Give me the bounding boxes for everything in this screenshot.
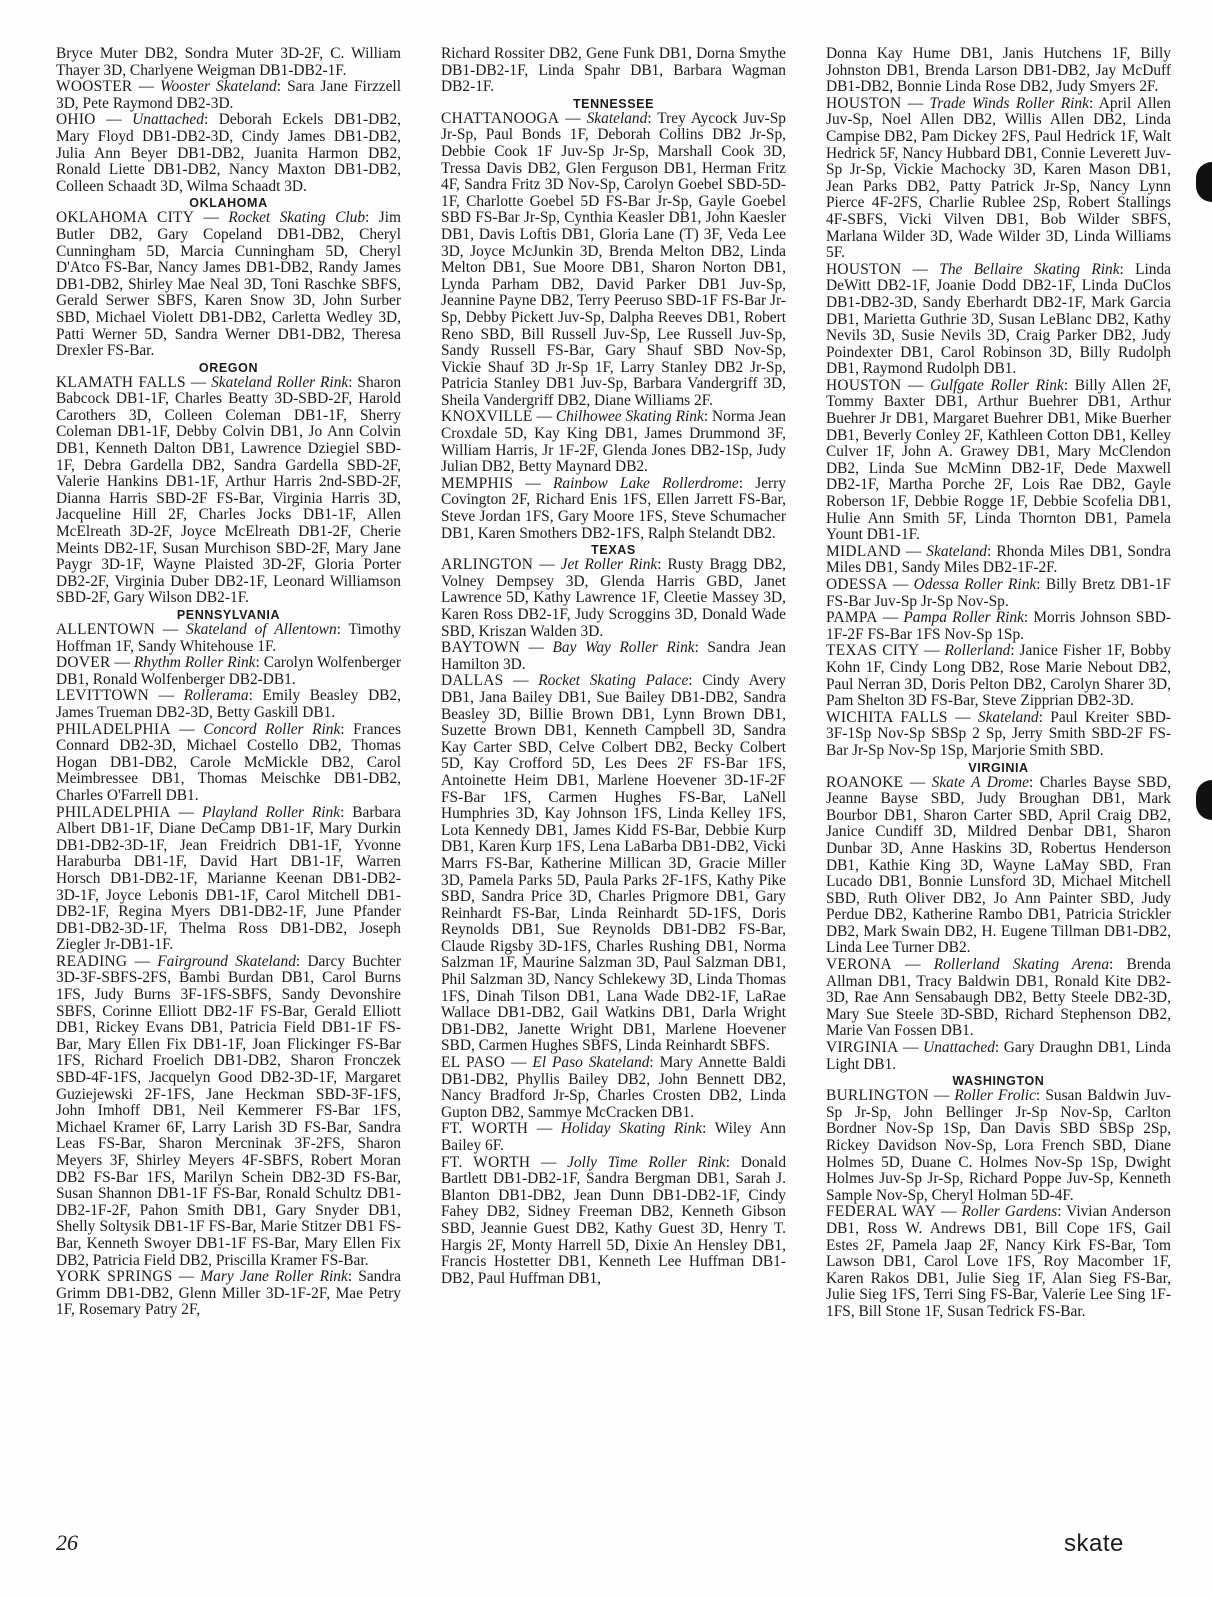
rink-entry: OHIO — Unattached: Deborah Eckels DB1-DB2, Mary Floyd DB1-DB2-3D, Cindy James DB1-DB2, Julia Ann Beyer DB1-DB2, Juanita Harmon DB2, Ronald Liette DB1-DB2, Nancy Maxton DB1-DB2, Colleen Schaadt 3D, Wilma Schaadt 3D. <box>56 111 401 195</box>
skater-list: Brenda Allman DB1, Tracy Baldwin DB1, Ronald Kite DB2-3D, Rae Ann Sensabaugh DB2, Betty Steele DB2-3D, Mary Sue Steele 3D-SBD, Richard Stephenson DB2, Marie Van Fossen DB1. <box>826 956 1171 1040</box>
rink-entry: PHILADELPHIA — Concord Roller Rink: Frances Connard DB2-3D, Michael Costello DB2, Thomas Hogan DB1-DB2, Carole McMickle DB2, Carol Meimbressee DB1, Thomas Meischke DB1-DB2, Charles O'Farrell DB1. <box>56 720 401 804</box>
skater-list: Mary Annette Baldi DB1-DB2, Phyllis Bailey DB2, John Bennett DB2, Nancy Bradford Jr-Sp, Charles Crosten DB2, Linda Gupton DB2, Sammye McCracken DB1. <box>441 1054 786 1121</box>
skater-list: Timothy Hoffman 1F, Sandy Whitehouse 1F. <box>56 621 401 655</box>
column-right <box>826 46 1171 1321</box>
city-name: LEVITTOWN <box>56 687 150 705</box>
skater-list: Paul Kreiter SBD-3F-1Sp Nov-Sp SBSp 2 Sp, Jerry Smith SBD-2F FS-Bar Jr-Sp Nov-Sp 1Sp, Marjorie Smith SBD. <box>826 708 1172 759</box>
skater-list: Morris Johnson SBD-1F-2F FS-Bar 1FS Nov-Sp 1Sp. <box>826 609 1171 643</box>
city-name: HOUSTON <box>826 260 902 278</box>
separator: — <box>887 576 914 593</box>
city-name: DALLAS <box>441 672 504 690</box>
separator: — <box>185 373 212 391</box>
separator: — <box>898 1039 924 1057</box>
skater-list: Charles Bayse SBD, Jeanne Bayse SBD, Judy Broughan DB1, Mark Bourbor DB1, Sharon Carter SBD, April Craig DB2, Janice Cundiff 3D, Mildred Denbar DB1, Sharon Dunbar 3D, Anne Haskins 3D, Robertus Henderson DB1, Kathie King 3D, Wayne LaMay SBD, Fran Lucado DB1, Bonnie Lunsford 3D, Michael Mitchell SBD, Ruth Oliver DB2, Jo Ann Painter SBD, Judy Perdue DB2, Katherine Rambo DB1, Patricia Strickler DB2, Mark Swain DB2, H. Eugene Tillman DB1-DB2, Linda Lee Turner DB2. <box>826 773 1172 957</box>
separator: — <box>901 260 940 278</box>
city-name: WICHITA FALLS <box>826 708 948 726</box>
rink-name: Unattached <box>132 111 204 129</box>
rink-entry: WOOSTER — Wooster Skateland: Sara Jane Firzzell 3D, Pete Raymond DB2-3D. <box>56 78 401 112</box>
rink-entry: WICHITA FALLS — Skateland: Paul Kreiter SBD-3F-1Sp Nov-Sp SBSp 2 Sp, Jerry Smith SBD-2F FS-Bar Jr-Sp Nov-Sp 1Sp, Marjorie Smith SBD. <box>826 708 1172 759</box>
city-name: KLAMATH FALLS <box>56 373 186 391</box>
rink-entry: OKLAHOMA CITY — Rocket Skating Club: Jim Butler DB2, Gary Copeland DB1-DB2, Cheryl Cunningham 5D, Marcia Cunningham 5D, Cheryl D'Atco FS-Bar, Nancy James DB1-DB2, Randy James DB1-DB2, Shirley Mae Neal 3D, Toni Raschke SBFS, Gerald Serwer SBFS, Karen Snow 3D, John Surber SBD, Michael Violett DB1-DB2, Carletta Wedley 3D, Patti Werner 5D, Sandra Werner DB1-DB2, Theresa Drexler FS-Bar. <box>56 209 401 360</box>
rink-name: Jolly Time Roller Rink <box>567 1153 726 1171</box>
city-name: TEXAS CITY <box>826 642 920 660</box>
skater-list: Trey Aycock Juv-Sp Jr-Sp, Paul Bonds 1F, Deborah Collins DB2 Jr-Sp, Debbie Cook 1F Juv-Sp Jr-Sp, Marshall Cook 3D, Tressa Davis DB2, Glen Ferguson DB1, Herman Fritz 4F, Sandra Fritz 3D Nov-Sp, Carolyn Goebel SBD-5D-1F, Charlotte Goebel 5D FS-Bar Jr-Sp, Gayle Goebel SBD FS-Bar Jr-Sp, Cynthia Keasler DB1, John Kaesler DB1, Davis Loftis DB1, Gloria Lane (T) 3F, Veda Lee 3D, Joyce McJunkin 3D, Brenda Melton DB2, Linda Melton DB1, Sue Moore DB1, Sharon Norton DB1, Lynda Parham DB2, David Parker DB1 Juv-Sp, Jeannine Payne DB2, Terry Peeruso SBD-1F FS-Bar Jr-Sp, Debby Pickett Juv-Sp, Dalpha Reeves DB1, Robert Reno SBD, Bill Russell Juv-Sp, Lee Russell Juv-Sp, Sandy Russell FS-Bar, Gary Shauf SBD Nov-Sp, Vickie Shauf 3D Jr-Sp 1F, Larry Stanley DB2 Jr-Sp, Patricia Stanley DB1 Juv-Sp, Barbara Vandergriff 3D, Sheila Vandergriff DB2, Diane Williams 2F. <box>441 109 786 409</box>
skater-list: Darcy Buchter 3D-3F-SBFS-2FS, Bambi Burdan DB1, Carol Burns 1FS, Judy Burns 3F-1FS-SBFS, Sandy Devonshire SBFS, Corinne Elliott DB2-1F FS-Bar, Gerald Elliott DB1, Rickey Evans DB1, Patricia Field DB1-1F FS-Bar, Mary Ellen Fix DB1-1F, Joan Flickinger FS-Bar 1FS, Richard Froelich DB1-DB2, Sharon Fronczek SBD-4F-1FS, Jacquelyn Good DB2-3D-1F, Margaret Guziejewski 2F-1FS, Jane Heckman SBD-3F-1FS, John Imhoff DB1, Neil Kemmerer FS-Bar 1FS, Michael Kramer 6F, Larry Larish 3D FS-Bar, Sandra Leas FS-Bar, Sharon Mercninak 3F-2FS, Sharon Meyers 3F, Shirley Meyers 4F-SBFS, Robert Moran DB2 FS-Bar 1FS, Marilyn Schein DB2-3D FS-Bar, Susan Shannon DB1-1F FS-Bar, Ronald Schultz DB1-DB2-1F-2F, Pahon Smith DB1, Gary Snyder DB1, Shelly Soltysik DB1-1F FS-Bar, Marie Stitzer DB1 FS-Bar, Kenneth Swoyer DB1-1F FS-Bar, Mary Ellen Fix DB2, Patricia Field DB2, Priscilla Kramer FS-Bar. <box>56 952 402 1269</box>
rink-name: Unattached <box>923 1039 995 1057</box>
separator: — <box>936 1203 962 1221</box>
rink-name: Skate A Drome <box>931 773 1029 791</box>
rink-entry: BURLINGTON — Roller Frolic: Susan Baldwin Juv-Sp Jr-Sp, John Bellinger Jr-Sp Nov-Sp, Carlton Bordner Nov-Sp 1Sp, Dan Davis SBD SBSp 2Sp, Rickey Davidson Nov-Sp, Lora French SBD, Diane Holmes 5D, Duane C. Holmes Nov-Sp 1Sp, Dwight Holmes Juv-Sp Jr-Sp, Richard Poppe Juv-Sp, Kenneth Sample Nov-Sp, Cheryl Holman 5D-4F. <box>826 1087 1171 1204</box>
rink-name: Rhythm Roller Rink <box>133 654 256 672</box>
city-name: OKLAHOMA CITY <box>56 209 195 227</box>
city-name: MEMPHIS <box>441 474 514 492</box>
skater-list: Deborah Eckels DB1-DB2, Mary Floyd DB1-DB2-3D, Cindy James DB1-DB2, Julia Ann Beyer DB1-DB2, Juanita Harmon DB2, Ronald Liette DB1-DB2, Nancy Maxton DB1-DB2, Colleen Schaadt 3D, Wilma Schaadt 3D. <box>56 111 401 195</box>
skater-list: Billy Bretz DB1-1F FS-Bar Juv-Sp Jr-Sp Nov-Sp. <box>826 576 1171 610</box>
skater-list: Billy Allen 2F, Tommy Baxter DB1, Arthur Buehrer DB1, Arthur Buehrer Jr DB1, Margaret Buehrer DB1, Mike Buerher DB1, Beverly Conley 2F, Kathleen Cotton DB1, Kelley Culver 1F, John A. Grawey DB1, Mary McClendon DB2, Linda Sue McMinn DB2-1F, Dede Maxwell DB2-1F, Martha Porche 2F, Lois Rae DB2, Gayle Roberson 1F, Debbie Rogge 1F, Debbie Scofelia DB1, Hulie Ann Smith 5F, Linda Thornton DB1, Pamela Yount DB1-1F. <box>826 376 1171 544</box>
skater-list: Sandra Grimm DB1-DB2, Glenn Miller 3D-1F-2F, Mae Petry 1F, Rosemary Patry 2F, <box>56 1268 402 1319</box>
rink-name: Gulfgate Roller Rink <box>930 376 1064 394</box>
skater-list: Jim Butler DB2, Gary Copeland DB1-DB2, Cheryl Cunningham 5D, Marcia Cunningham 5D, Cheryl D'Atco FS-Bar, Nancy James DB1-DB2, Randy James DB1-DB2, Shirley Mae Neal 3D, Toni Raschke SBFS, Gerald Serwer SBFS, Karen Snow 3D, John Surber SBD, Michael Violett DB1-DB2, Carletta Wedley 3D, Patti Werner 5D, Sandra Werner DB1-DB2, Theresa Drexler FS-Bar. <box>56 209 401 360</box>
skater-list: Linda DeWitt DB2-1F, Joanie Dodd DB2-1F, Linda DuClos DB1-DB2-3D, Sandy Eberhardt DB2-1F, Mark Garcia DB1, Marietta Guthrie 3D, Susan LeBlanc DB2, Kathy Nevils 3D, Susie Nevils 3D, Craig Parker DB2, Judy Poindexter DB1, Carol Robinson 3D, Billy Rudolph DB1, Raymond Rudolph DB1. <box>826 260 1171 378</box>
separator: — <box>513 474 554 492</box>
rink-name: Chilhowee Skating Rink <box>555 408 704 426</box>
separator: — <box>877 609 904 627</box>
city-name: WOOSTER <box>56 78 133 96</box>
skater-list: Carolyn Wolfenberger DB1, Ronald Wolfenberger DB2-DB1. <box>56 654 401 688</box>
city-name: BAYTOWN <box>441 639 521 657</box>
rink-entry: PAMPA — Pampa Roller Rink: Morris Johnson SBD-1F-2F FS-Bar 1FS Nov-Sp 1Sp. <box>826 609 1171 643</box>
city-name: VERONA <box>826 956 892 974</box>
rink-name: Rocket Skating Palace <box>538 672 689 690</box>
rink-entry: DOVER — Rhythm Roller Rink: Carolyn Wolfenberger DB1, Ronald Wolfenberger DB2-DB1. <box>56 654 401 688</box>
skater-list: Barbara Albert DB1-1F, Diane DeCamp DB1-1F, Mary Durkin DB1-DB2-3D-1F, Jean Freidrich DB1-1F, Yvonne Haraburba DB1-1F, David Hart DB1-1F, Warren Horsch DB1-DB2-1F, Marianne Keenan DB1-DB2-3D-1F, Joyce Lebonis DB1-1F, Carol Mitchell DB1-DB2-1F, Regina Myers DB1-DB2-1F, June Pfander DB1-DB2-3D-1F, Thelma Ross DB1-DB2, Joseph Ziegler Jr-DB1-1F. <box>56 803 402 954</box>
rink-entry: DALLAS — Rocket Skating Palace: Cindy Avery DB1, Jana Bailey DB1, Sue Bailey DB1-DB2, Sandra Beasley 3D, Billie Brown DB1, Lynn Brown DB1, Suzette Brown DB1, Kenneth Campbell 3D, Sandra Kay Carter SBD, Celve Colbert DB2, Becky Colbert 5D, Kay Crofford 5D, Les Dees 2F FS-Bar 1FS, Antoinette Heim DB1, Marlene Hoevener 3D-1F-2F FS-Bar 1FS, Carmen Hughes FS-Bar, LaNell Humphries 3D, Kay Johnson 1FS, Linda Kelley 1FS, Lota Kennedy DB1, James Kidd FS-Bar, Debbie Kurp DB1, Karen Kurp 1FS, Lena LaBarba DB1-DB2, Vicki Marrs FS-Bar, Katherine Millican 3D, Gracie Miller 3D, Pamela Parks 5D, Paula Parks 2F-1FS, Kathy Pike SBD, Sandra Price 3D, Charles Prigmore DB1, Gary Reinhardt FS-Bar, Linda Reinhardt 5D-1FS, Doris Reynolds DB1, Sue Reynolds DB1-DB2 FS-Bar, Claude Rigsby 3D-1FS, Charles Rushing DB1, Norma Salzman 1F, Maurine Salzman 3D, Paul Salzman DB1, Phil Salzman 3D, Nancy Schlekewy 3D, Linda Thomas 1FS, Dinah Tilson DB1, Lana Wade DB2-1F, LaRae Wallace DB1-DB2, Gail Watkins DB1, Darla Wright DB1-DB2, Janette Wright DB1, Marlene Hoevener SBD, Carmen Hughes SBFS, Linda Reinhardt SBFS. <box>441 672 786 1055</box>
skater-list: Emily Beasley DB2, James Trueman DB2-3D, Betty Gaskill DB1. <box>56 687 401 721</box>
rink-entry: HOUSTON — The Bellaire Skating Rink: Linda DeWitt DB2-1F, Joanie Dodd DB2-1F, Linda DuClos DB1-DB2-3D, Sandy Eberhardt DB2-1F, Mark Garcia DB1, Marietta Guthrie 3D, Susan LeBlanc DB2, Kathy Nevils 3D, Susie Nevils 3D, Craig Parker DB2, Judy Poindexter DB1, Carol Robinson 3D, Billy Rudolph DB1, Raymond Rudolph DB1. <box>826 260 1171 378</box>
rink-name: Holiday Skating Rink <box>560 1120 703 1138</box>
separator: — <box>533 556 561 574</box>
rink-name: Fairground Skateland <box>157 952 296 970</box>
city-name: EL PASO <box>441 1054 506 1072</box>
separator: — <box>149 687 184 705</box>
rink-entry: HOUSTON — Trade Winds Roller Rink: April Allen Juv-Sp, Noel Allen DB2, Willis Allen DB2, Linda Campise DB2, Pam Dickey 2FS, Paul Hedrick 1F, Walt Hedrick 5F, Nancy Hubbard DB1, Connie Leverett Juv-Sp Jr-Sp, Vickie Machocky 3D, Karen Mason DB1, Jean Parks DB2, Patty Patrick Jr-Sp, Nancy Lynn Pierce 4F-2FS, Charlie Rublee 2Sp, Robert Stallings 4F-SBFS, Vicki Vilven DB1, Bob Wilder SBFS, Marlana Wilder 3D, Wade Wilder 3D, Linda Williams 5F. <box>826 94 1172 262</box>
city-name: FT. WORTH <box>441 1120 529 1138</box>
rink-entry: BAYTOWN — Bay Way Roller Rink: Sandra Jean Hamilton 3D. <box>441 639 786 673</box>
separator: — <box>919 642 945 660</box>
page-edge-tab-middle <box>1196 780 1212 820</box>
city-name: PHILADELPHIA <box>56 720 171 738</box>
rink-entry: HOUSTON — Gulfgate Roller Rink: Billy Allen 2F, Tommy Baxter DB1, Arthur Buehrer DB1, Arthur Buehrer Jr DB1, Margaret Buehrer DB1, Mike Buerher DB1, Beverly Conley 2F, Kathleen Cotton DB1, Kelley Culver 1F, John A. Grawey DB1, Mary McClendon DB2, Linda Sue McMinn DB2-1F, Dede Maxwell DB2-1F, Martha Porche 2F, Lois Rae DB2, Gayle Roberson 1F, Debbie Rogge 1F, Debbie Scofelia DB1, Hulie Ann Smith 5F, Linda Thornton DB1, Pamela Yount DB1-1F. <box>826 376 1171 544</box>
city-name: BURLINGTON <box>826 1087 929 1105</box>
skater-list: Susan Baldwin Juv-Sp Jr-Sp, John Bellinger Jr-Sp Nov-Sp, Carlton Bordner Nov-Sp 1Sp, Dan Davis SBD SBSp 2Sp, Rickey Davidson Nov-Sp, Lora French SBD, Diane Holmes 5D, Duane C. Holmes Nov-Sp 1Sp, Dwight Holmes Juv-Sp Jr-Sp, Richard Poppe Juv-Sp, Kenneth Sample Nov-Sp, Cheryl Holman 5D-4F. <box>826 1087 1171 1204</box>
separator: — <box>901 376 931 394</box>
city-name: OHIO <box>56 111 96 129</box>
city-name: MIDLAND <box>826 542 901 560</box>
rink-entry: FT. WORTH — Holiday Skating Rink: Wiley Ann Bailey 6F. <box>441 1120 786 1154</box>
continued-entry: Donna Kay Hume DB1, Janis Hutchens 1F, Billy Johnston DB1, Brenda Larson DB1-DB2, Jay McDuff DB1-DB2, Bonnie Linda Rose DB2, Judy Smyers 2F. <box>826 45 1171 96</box>
rink-entry: LEVITTOWN — Rollerama: Emily Beasley DB2, James Trueman DB2-3D, Betty Gaskill DB1. <box>56 687 401 721</box>
separator: — <box>505 1054 533 1072</box>
rink-entry: ALLENTOWN — Skateland of Allentown: Timothy Hoffman 1F, Sandy Whitehouse 1F. <box>56 621 401 655</box>
rink-name: El Paso Skateland <box>532 1054 650 1072</box>
separator: — <box>95 111 133 129</box>
city-name: HOUSTON <box>826 94 902 112</box>
separator: — <box>503 672 539 690</box>
state-heading: PENNSYLVANIA <box>176 608 281 622</box>
state-heading: VIRGINIA <box>968 760 1029 775</box>
page-edge-tab-top <box>1196 162 1212 202</box>
rink-entry: MIDLAND — Skateland: Rhonda Miles DB1, Sondra Miles DB1, Sandy Miles DB2-1F-2F. <box>826 542 1171 577</box>
city-name: CHATTANOOGA <box>441 109 560 127</box>
skater-list: Sandra Jean Hamilton 3D. <box>441 639 786 673</box>
continued-entry: Richard Rossiter DB2, Gene Funk DB1, Dorna Smythe DB1-DB2-1F, Linda Spahr DB1, Barbara Wagman DB2-1F. <box>441 45 786 96</box>
rink-entry: EL PASO — El Paso Skateland: Mary Annette Baldi DB1-DB2, Phyllis Bailey DB2, John Bennett DB2, Nancy Bradford Jr-Sp, Charles Crosten DB2, Linda Gupton DB2, Sammye McCracken DB1. <box>441 1054 786 1121</box>
skater-list: Rusty Bragg DB2, Volney Dempsey 3D, Glenda Harris GBD, Janet Lawrence 5D, Kathy Lawrence 1F, Cleetie Massey 3D, Karen Ross DB2-1F, Judy Scroggins 3D, Donald Wade SBD, Kriszan Walden 3D. <box>441 556 787 640</box>
state-heading: OREGON <box>198 360 259 375</box>
rink-name: Trade Winds Roller Rink <box>929 94 1089 112</box>
rink-name: Playland Roller Rink <box>202 803 341 821</box>
skater-list: April Allen Juv-Sp, Noel Allen DB2, Willis Allen DB2, Linda Campise DB2, Pam Dickey 2FS, Paul Hedrick 1F, Walt Hedrick 5F, Nancy Hubbard DB1, Connie Leverett Juv-Sp Jr-Sp, Vickie Machocky 3D, Karen Mason DB1, Jean Parks DB2, Patty Patrick Jr-Sp, Nancy Lynn Pierce 4F-2FS, Charlie Rublee 2Sp, Robert Stallings 4F-SBFS, Vicki Vilven DB1, Bob Wilder SBFS, Marlana Wilder 3D, Wade Wilder 3D, Linda Williams 5F. <box>826 94 1172 262</box>
rink-name: Rollerama <box>183 687 249 705</box>
page-number: 26 <box>56 1530 78 1555</box>
separator: — <box>528 1120 561 1138</box>
skater-list: Frances Connard DB2-3D, Michael Costello DB2, Thomas Hogan DB1-DB2, Carole McMickle DB2, Carol Meimbressee DB1, Thomas Meischke DB1-DB2, Charles O'Farrell DB1. <box>56 720 401 804</box>
rink-name: Rollerland Skating Arena <box>933 956 1110 974</box>
rink-entry: VERONA — Rollerland Skating Arena: Brenda Allman DB1, Tracy Baldwin DB1, Ronald Kite DB2-3D, Rae Ann Sensabaugh DB2, Betty Steele DB2-3D, Mary Sue Steele 3D-SBD, Richard Stephenson DB2, Marie Van Fossen DB1. <box>826 956 1171 1040</box>
city-name: KNOXVILLE <box>441 408 533 426</box>
rink-name: Jet Roller Rink <box>560 556 658 574</box>
city-name: PAMPA <box>826 609 878 627</box>
rink-entry: ODESSA — Odessa Roller Rink: Billy Bretz DB1-1F FS-Bar Juv-Sp Jr-Sp Nov-Sp. <box>826 576 1171 610</box>
skater-list: Jerry Covington 2F, Richard Enis 1FS, Ellen Jarrett FS-Bar, Steve Jordan 1FS, Gary Moore 1FS, Steve Schumacher DB1, Karen Smothers DB2-1FS, Ralph Stelandt DB2. <box>441 474 786 542</box>
separator: — <box>172 1268 201 1286</box>
city-name: FT. WORTH <box>441 1153 531 1171</box>
separator: — <box>170 720 204 738</box>
separator: — <box>530 1153 568 1171</box>
separator: — <box>127 952 158 970</box>
rink-entry: FEDERAL WAY — Roller Gardens: Vivian Anderson DB1, Ross W. Andrews DB1, Bill Cope 1FS, Gail Estes 2F, Pamela Jaap 2F, Nancy Kirk FS-Bar, Tom Lawson DB1, Carol Love 1FS, Roy Macomber 1F, Karen Rakos DB1, Julie Sieg 1F, Alan Sieg FS-Bar, Julie Sieg 1FS, Terri Sing FS-Bar, Valerie Lee Sing 1F-1FS, Bill Stone 1F, Susan Tedrick FS-Bar. <box>826 1203 1171 1320</box>
city-name: HOUSTON <box>826 376 902 394</box>
separator: — <box>110 654 134 672</box>
column-left <box>56 46 401 1319</box>
rink-entry: VIRGINIA — Unattached: Gary Draughn DB1, Linda Light DB1. <box>826 1039 1172 1073</box>
rink-name: Skateland <box>977 708 1039 726</box>
skater-list: Janice Fisher 1F, Bobby Kohn 1F, Cindy Long DB2, Rose Marie Nebout DB2, Paul Nerran 3D, Doris Pelton DB2, Carolyn Sharer 3D, Pam Shelton 3D FS-Bar, Steve Zipprian DB2-3D. <box>826 642 1171 710</box>
city-name: PHILADELPHIA <box>56 803 171 821</box>
city-name: ARLINGTON <box>441 556 534 574</box>
separator: — <box>170 803 202 821</box>
separator: — <box>559 109 587 127</box>
city-name: ODESSA <box>826 576 888 593</box>
rink-name: Rainbow Lake Rollerdrome <box>553 474 739 492</box>
state-heading: OKLAHOMA <box>189 196 268 211</box>
rink-name: Skateland <box>586 109 648 127</box>
rink-entry: KNOXVILLE — Chilhowee Skating Rink: Norma Jean Croxdale 5D, Kay King DB1, James Drummond 3F, William Harris, Jr 1F-2F, Glenda Jones DB2-1Sp, Judy Julian DB2, Betty Maynard DB2. <box>441 408 787 476</box>
rink-name: Rocket Skating Club <box>228 209 366 227</box>
separator: — <box>155 621 187 638</box>
rink-name: Roller Frolic <box>954 1087 1036 1105</box>
rink-entry: FT. WORTH — Jolly Time Roller Rink: Donald Bartlett DB1-DB2-1F, Sandra Bergman DB1, Sarah J. Blanton DB1-DB2, Jean Dunn DB1-DB2-1F, Cindy Fahey DB2, Sidney Freeman DB2, Kenneth Gibson SBD, Jeannie Guest DB2, Kathy Guest 3D, Henry T. Hargis 2F, Monty Harrell 5D, Dixie An Hensley DB1, Francis Hostetter DB1, Kenneth Lee Huffman DB1-DB2, Paul Huffman DB1, <box>441 1153 787 1287</box>
skater-list: Donald Bartlett DB1-DB2-1F, Sandra Bergman DB1, Sarah J. Blanton DB1-DB2, Jean Dunn DB1-DB2-1F, Cindy Fahey DB2, Sidney Freeman DB2, Kenneth Gibson SBD, Jeannie Guest DB2, Kathy Guest 3D, Henry T. Hargis 2F, Monty Harrell 5D, Dixie An Hensley DB1, Francis Hostetter DB1, Kenneth Lee Huffman DB1-DB2, Paul Huffman DB1, <box>441 1153 787 1287</box>
city-name: VIRGINIA <box>826 1039 899 1057</box>
skater-list: Wiley Ann Bailey 6F. <box>441 1120 786 1154</box>
skater-list: Vivian Anderson DB1, Ross W. Andrews DB1, Bill Cope 1FS, Gail Estes 2F, Pamela Jaap 2F, Nancy Kirk FS-Bar, Tom Lawson DB1, Carol Love 1FS, Roy Macomber 1F, Karen Rakos DB1, Julie Sieg 1F, Alan Sieg FS-Bar, Julie Sieg 1FS, Terri Sing FS-Bar, Valerie Lee Sing 1F-1FS, Bill Stone 1F, Susan Tedrick FS-Bar. <box>826 1203 1171 1320</box>
skater-list: Rhonda Miles DB1, Sondra Miles DB1, Sandy Miles DB2-1F-2F. <box>826 542 1171 577</box>
magazine-name: skate <box>1064 1530 1124 1557</box>
rink-entry: KLAMATH FALLS — Skateland Roller Rink: Sharon Babcock DB1-1F, Charles Beatty 3D-SBD-2F, Harold Carothers 3D, Colleen Coleman DB1-1F, Sherry Coleman DB1-1F, Debby Colvin DB1, Jo Ann Colvin DB1, Kenneth Dalton DB1, Lawrence Dziegiel SBD-1F, Debra Gardella DB2, Sandra Gardella SBD-2F, Valerie Hankins DB1-1F, Arthur Harris 2nd-SBD-2F, Dianna Harris SBD-2F FS-Bar, Virginia Harris 3D, Jacqueline Hill 2F, Charles Jocks DB1-1F, Allen McElreath 3D-2F, Joyce McElreath DB1-2F, Cherie Meints DB2-1F, Susan Murchison SBD-2F, Mary Jane Paygr 3D-1F, Wayne Plaisted 3D-2F, Gloria Porter DB2-2F, Virginia Duber DB2-1F, Leonard Williamson SBD-2F, Gary Wilson DB2-1F. <box>56 373 402 607</box>
rink-name: Concord Roller Rink <box>203 720 341 738</box>
separator: — <box>928 1087 955 1105</box>
rink-entry: TEXAS CITY — Rollerland: Janice Fisher 1F, Bobby Kohn 1F, Cindy Long DB2, Rose Marie Nebout DB2, Paul Nerran 3D, Doris Pelton DB2, Carolyn Sharer 3D, Pam Shelton 3D FS-Bar, Steve Zipprian DB2-3D. <box>826 642 1171 710</box>
rink-name: Pampa Roller Rink <box>903 609 1024 627</box>
rink-name: Mary Jane Roller Rink <box>200 1268 348 1286</box>
rink-entry: YORK SPRINGS — Mary Jane Roller Rink: Sandra Grimm DB1-DB2, Glenn Miller 3D-1F-2F, Mae Petry 1F, Rosemary Patry 2F, <box>56 1268 402 1319</box>
city-name: ROANOKE <box>826 773 904 791</box>
rink-name: Bay Way Roller Rink <box>552 639 695 657</box>
continued-entry: Bryce Muter DB2, Sondra Muter 3D-2F, C. William Thayer 3D, Charlyene Weigman DB1-DB2-1F. <box>56 45 401 79</box>
separator: — <box>520 639 553 657</box>
rink-name: Skateland Roller Rink <box>211 373 349 391</box>
city-name: ALLENTOWN <box>56 621 156 638</box>
rink-entry: READING — Fairground Skateland: Darcy Buchter 3D-3F-SBFS-2FS, Bambi Burdan DB1, Carol Burns 1FS, Judy Burns 3F-1FS-SBFS, Sandy Devonshire SBFS, Corinne Elliott DB2-1F FS-Bar, Gerald Elliott DB1, Rickey Evans DB1, Patricia Field DB1-1F FS-Bar, Mary Ellen Fix DB1-1F, Joan Flickinger FS-Bar 1FS, Richard Froelich DB1-DB2, Sharon Fronczek SBD-4F-1FS, Jacquelyn Good DB2-3D-1F, Margaret Guziejewski 2F-1FS, Jane Heckman SBD-3F-1FS, John Imhoff DB1, Neil Kemmerer FS-Bar 1FS, Michael Kramer 6F, Larry Larish 3D FS-Bar, Sandra Leas FS-Bar, Sharon Mercninak 3F-2FS, Sharon Meyers 3F, Shirley Meyers 4F-SBFS, Robert Moran DB2 FS-Bar 1FS, Marilyn Schein DB2-3D FS-Bar, Susan Shannon DB1-1F FS-Bar, Ronald Schultz DB1-DB2-1F-2F, Pahon Smith DB1, Gary Snyder DB1, Shelly Soltysik DB1-1F FS-Bar, Marie Stitzer DB1 FS-Bar, Kenneth Swoyer DB1-1F FS-Bar, Mary Ellen Fix DB2, Patricia Field DB2, Priscilla Kramer FS-Bar. <box>56 952 402 1269</box>
city-name: YORK SPRINGS <box>56 1268 173 1286</box>
separator: — <box>947 708 978 726</box>
rink-entry: ROANOKE — Skate A Drome: Charles Bayse SBD, Jeanne Bayse SBD, Judy Broughan DB1, Mark Bourbor DB1, Sharon Carter SBD, April Craig DB2, Janice Cundiff 3D, Mildred Denbar DB1, Sharon Dunbar 3D, Anne Haskins 3D, Robertus Henderson DB1, Kathie King 3D, Wayne LaMay SBD, Fran Lucado DB1, Bonnie Lunsford 3D, Michael Mitchell SBD, Ruth Oliver DB2, Jo Ann Painter SBD, Judy Perdue DB2, Katherine Rambo DB1, Patricia Strickler DB2, Mark Swain DB2, H. Eugene Tillman DB1-DB2, Linda Lee Turner DB2. <box>826 773 1172 957</box>
state-heading: TENNESSEE <box>572 96 655 111</box>
rink-name: Rollerland <box>944 642 1011 660</box>
skater-list: Sharon Babcock DB1-1F, Charles Beatty 3D-SBD-2F, Harold Carothers 3D, Colleen Coleman DB1-1F, Sherry Coleman DB1-1F, Debby Colvin DB1, Jo Ann Colvin DB1, Kenneth Dalton DB1, Lawrence Dziegiel SBD-1F, Debra Gardella DB2, Sandra Gardella SBD-2F, Valerie Hankins DB1-1F, Arthur Harris 2nd-SBD-2F, Dianna Harris SBD-2F FS-Bar, Virginia Harris 3D, Jacqueline Hill 2F, Charles Jocks DB1-1F, Allen McElreath 3D-2F, Joyce McElreath DB1-2F, Cherie Meints DB2-1F, Susan Murchison SBD-2F, Mary Jane Paygr 3D-1F, Wayne Plaisted 3D-2F, Gloria Porter DB2-2F, Virginia Duber DB2-1F, Leonard Williamson SBD-2F, Gary Wilson DB2-1F. <box>56 373 402 607</box>
separator: — <box>532 408 556 426</box>
skater-list: Cindy Avery DB1, Jana Bailey DB1, Sue Bailey DB1-DB2, Sandra Beasley 3D, Billie Brown DB1, Lynn Brown DB1, Suzette Brown DB1, Kenneth Campbell 3D, Sandra Kay Carter SBD, Celve Colbert DB2, Becky Colbert 5D, Kay Crofford 5D, Les Dees 2F FS-Bar 1FS, Antoinette Heim DB1, Marlene Hoevener 3D-1F-2F FS-Bar 1FS, Carmen Hughes FS-Bar, LaNell Humphries 3D, Kay Johnson 1FS, Linda Kelley 1FS, Lota Kennedy DB1, James Kidd FS-Bar, Debbie Kurp DB1, Karen Kurp 1FS, Lena LaBarba DB1-DB2, Vicki Marrs FS-Bar, Katherine Millican 3D, Gracie Miller 3D, Pamela Parks 5D, Paula Parks 2F-1FS, Kathy Pike SBD, Sandra Price 3D, Charles Prigmore DB1, Gary Reinhardt FS-Bar, Linda Reinhardt 5D-1FS, Doris Reynolds DB1, Sue Reynolds DB1-DB2 FS-Bar, Claude Rigsby 3D-1FS, Charles Rushing DB1, Norma Salzman 1F, Maurine Salzman 3D, Paul Salzman DB1, Phil Salzman 3D, Nancy Schlekewy 3D, Linda Thomas 1FS, Dinah Tilson DB1, Lana Wade DB2-1F, LaRae Wallace DB1-DB2, Gail Watkins DB1, Darla Wright DB1-DB2, Janette Wright DB1, Marlene Hoevener SBD, Carmen Hughes SBFS, Linda Reinhardt SBFS. <box>441 672 786 1055</box>
rink-entry: MEMPHIS — Rainbow Lake Rollerdrome: Jerry Covington 2F, Richard Enis 1FS, Ellen Jarrett FS-Bar, Steve Jordan 1FS, Gary Moore 1FS, Steve Schumacher DB1, Karen Smothers DB2-1FS, Ralph Stelandt DB2. <box>441 474 786 542</box>
separator: — <box>903 773 932 791</box>
rink-name: Roller Gardens <box>961 1203 1058 1221</box>
rink-name: Skateland of Allentown <box>186 621 337 638</box>
state-heading: WASHINGTON <box>952 1074 1045 1089</box>
rink-entry: CHATTANOOGA — Skateland: Trey Aycock Juv-Sp Jr-Sp, Paul Bonds 1F, Deborah Collins DB2 Jr-Sp, Debbie Cook 1F Juv-Sp Jr-Sp, Marshall Cook 3D, Tressa Davis DB2, Glen Ferguson DB1, Herman Fritz 4F, Sandra Fritz 3D Nov-Sp, Carolyn Goebel SBD-5D-1F, Charlotte Goebel 5D FS-Bar Jr-Sp, Gayle Goebel SBD FS-Bar Jr-Sp, Cynthia Keasler DB1, John Kaesler DB1, Davis Loftis DB1, Gloria Lane (T) 3F, Veda Lee 3D, Joyce McJunkin 3D, Brenda Melton DB2, Linda Melton DB1, Sue Moore DB1, Sharon Norton DB1, Lynda Parham DB2, David Parker DB1 Juv-Sp, Jeannine Payne DB2, Terry Peeruso SBD-1F FS-Bar Jr-Sp, Debby Pickett Juv-Sp, Dalpha Reeves DB1, Robert Reno SBD, Bill Russell Juv-Sp, Lee Russell Juv-Sp, Sandy Russell FS-Bar, Gary Shauf SBD Nov-Sp, Vickie Shauf 3D Jr-Sp 1F, Larry Stanley DB2 Jr-Sp, Patricia Stanley DB1 Juv-Sp, Barbara Vandergriff 3D, Sheila Vandergriff DB2, Diane Williams 2F. <box>441 109 786 409</box>
rink-name: Skateland <box>926 542 987 560</box>
skater-list: Gary Draughn DB1, Linda Light DB1. <box>826 1039 1172 1073</box>
rink-entry: PHILADELPHIA — Playland Roller Rink: Barbara Albert DB1-1F, Diane DeCamp DB1-1F, Mary Durkin DB1-DB2-3D-1F, Jean Freidrich DB1-1F, Yvonne Haraburba DB1-1F, David Hart DB1-1F, Warren Horsch DB1-DB2-1F, Marianne Keenan DB1-DB2-3D-1F, Joyce Lebonis DB1-1F, Carol Mitchell DB1-DB2-1F, Regina Myers DB1-DB2-1F, June Pfander DB1-DB2-3D-1F, Thelma Ross DB1-DB2, Joseph Ziegler Jr-DB1-1F. <box>56 803 402 954</box>
skater-list: Norma Jean Croxdale 5D, Kay King DB1, James Drummond 3F, William Harris, Jr 1F-2F, Glenda Jones DB2-1Sp, Judy Julian DB2, Betty Maynard DB2. <box>441 408 787 476</box>
separator: — <box>891 956 934 974</box>
separator: — <box>901 94 930 112</box>
separator: — <box>900 542 927 560</box>
state-heading: TEXAS <box>591 543 636 558</box>
separator: — <box>194 209 229 227</box>
column-middle <box>441 46 786 1287</box>
city-name: READING <box>56 952 128 970</box>
city-name: FEDERAL WAY <box>826 1203 937 1221</box>
city-name: DOVER <box>56 654 111 672</box>
separator: — <box>132 78 161 96</box>
rink-entry: ARLINGTON — Jet Roller Rink: Rusty Bragg DB2, Volney Dempsey 3D, Glenda Harris GBD, Janet Lawrence 5D, Kathy Lawrence 1F, Cleetie Massey 3D, Karen Ross DB2-1F, Judy Scroggins 3D, Donald Wade SBD, Kriszan Walden 3D. <box>441 556 787 640</box>
rink-name: Wooster Skateland <box>160 78 277 96</box>
rink-name: The Bellaire Skating Rink <box>939 260 1120 278</box>
rink-name: Odessa Roller Rink <box>913 576 1037 593</box>
skater-list: Sara Jane Firzzell 3D, Pete Raymond DB2-3D. <box>56 78 401 112</box>
